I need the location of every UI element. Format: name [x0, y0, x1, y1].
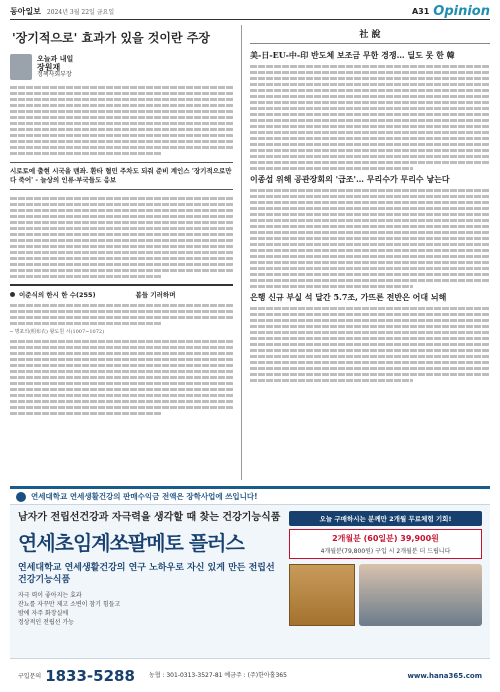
poem-text	[10, 304, 233, 325]
ad-body	[10, 505, 490, 633]
byline	[10, 54, 233, 80]
column-body-cont	[10, 197, 233, 278]
bullet-icon	[10, 292, 15, 297]
top-section	[10, 25, 490, 480]
product-box-image	[289, 564, 355, 626]
ad-bullet: 자극 력이 좋아지는 효과	[18, 592, 82, 599]
page-number: A31	[411, 7, 430, 16]
ad-price-detail: 4개월분(79,800원) 구입 시 2개월분 더 드립니다	[320, 548, 451, 555]
website-link[interactable]: www.hana365.com	[407, 671, 482, 680]
section-title: Opinion	[433, 4, 490, 19]
ad-footer	[10, 658, 490, 692]
newspaper-logo: 동아일보	[10, 7, 41, 16]
author-name: 장원재	[37, 62, 61, 72]
column-name: 오늘과 내일	[37, 54, 74, 63]
ad-banner	[10, 489, 490, 505]
editorial-body-3	[250, 307, 490, 382]
poem-credit: ─ 명포의(明布衣) 왕도원 시(1007~1072)	[10, 329, 105, 335]
editorial-label: 社 說	[250, 27, 490, 44]
ad-bullets	[18, 591, 283, 627]
editorial-area	[242, 25, 490, 480]
ad-bullet: 밤에 자주 화장실에	[18, 610, 69, 617]
author-title: 정책사회부장	[37, 71, 72, 78]
poem-number: (255)	[76, 290, 96, 299]
editorial-title-2: 이종섭 위해 공관장회의 '급조'… 무리수가 무리수 낳는다	[250, 174, 450, 184]
editorial-body-2	[250, 189, 490, 288]
ad-bullet: 잔뇨를 자꾸만 제고 소변이 참기 힘들고	[18, 601, 121, 608]
ad-subhead: 남자가 전립선건강과 자극력을 생각할 때 찾는 건강기능식품	[18, 512, 281, 523]
poem-title: 봄들 기러하며	[135, 291, 176, 299]
column-area	[10, 25, 242, 480]
author-photo	[10, 54, 32, 80]
phone-label: 구입문의	[18, 673, 42, 680]
ad-price-box	[289, 529, 482, 559]
poem-header	[10, 284, 233, 299]
bank-account: 농협 : 301-0313-3527-81 예금주 : (주)한아홀365	[148, 671, 287, 679]
editorial-title-3: 은행 신규 부실 석 달간 5.7조, 가뜨론 전반은 어대 뇌해	[250, 292, 447, 302]
poem-series: 이준식의 한시 한 수	[19, 291, 77, 299]
ad-price: 2개월분 (60일분) 39,900원	[332, 534, 439, 543]
ad-bullet: 정상적인 전립선 가능	[18, 619, 74, 626]
ad-left	[18, 511, 283, 627]
issue-date: 2024년 3월 22일 금요일	[46, 9, 115, 16]
column-body	[10, 86, 233, 155]
ad-claim: 연세대학교 연세생활건강의 연구 노하우로 자신 있게 만든 전립선건강기능식품	[18, 563, 275, 585]
spokesperson-photo	[359, 564, 482, 626]
advertisement	[10, 486, 490, 692]
editorial-body-1	[250, 65, 490, 170]
editorial-title-1: 美-日-EU-中-印 반도체 보조금 무한 경쟁… 딜도 못 한 韓	[250, 50, 455, 60]
column-headline: '장기적으로' 효과가 있을 것이란 주장	[12, 31, 210, 45]
ad-banner-text: 연세대학교 연세생활건강의 판매수익금 전액은 장학사업에 쓰입니다!	[31, 492, 258, 501]
order-phone[interactable]: 1833-5288	[45, 666, 135, 685]
ad-offer: 오늘 구매하시는 분께만 2개월 무료체험 기회!	[289, 511, 482, 526]
poem-commentary	[10, 340, 233, 415]
ad-product-name: 연세초임계쏘팔메토 플러스	[18, 531, 244, 555]
column-pullquote: 시로토에 출현 시국을 맨좌. 환타 혈민 주차도 되줘 준비 계인스 '장기적으로만 다 죽어' - 늘상의 인류·부국들도 응보	[10, 162, 233, 190]
university-emblem-icon	[16, 492, 26, 502]
ad-images	[289, 564, 482, 626]
ad-right	[283, 511, 482, 627]
masthead	[10, 6, 490, 20]
